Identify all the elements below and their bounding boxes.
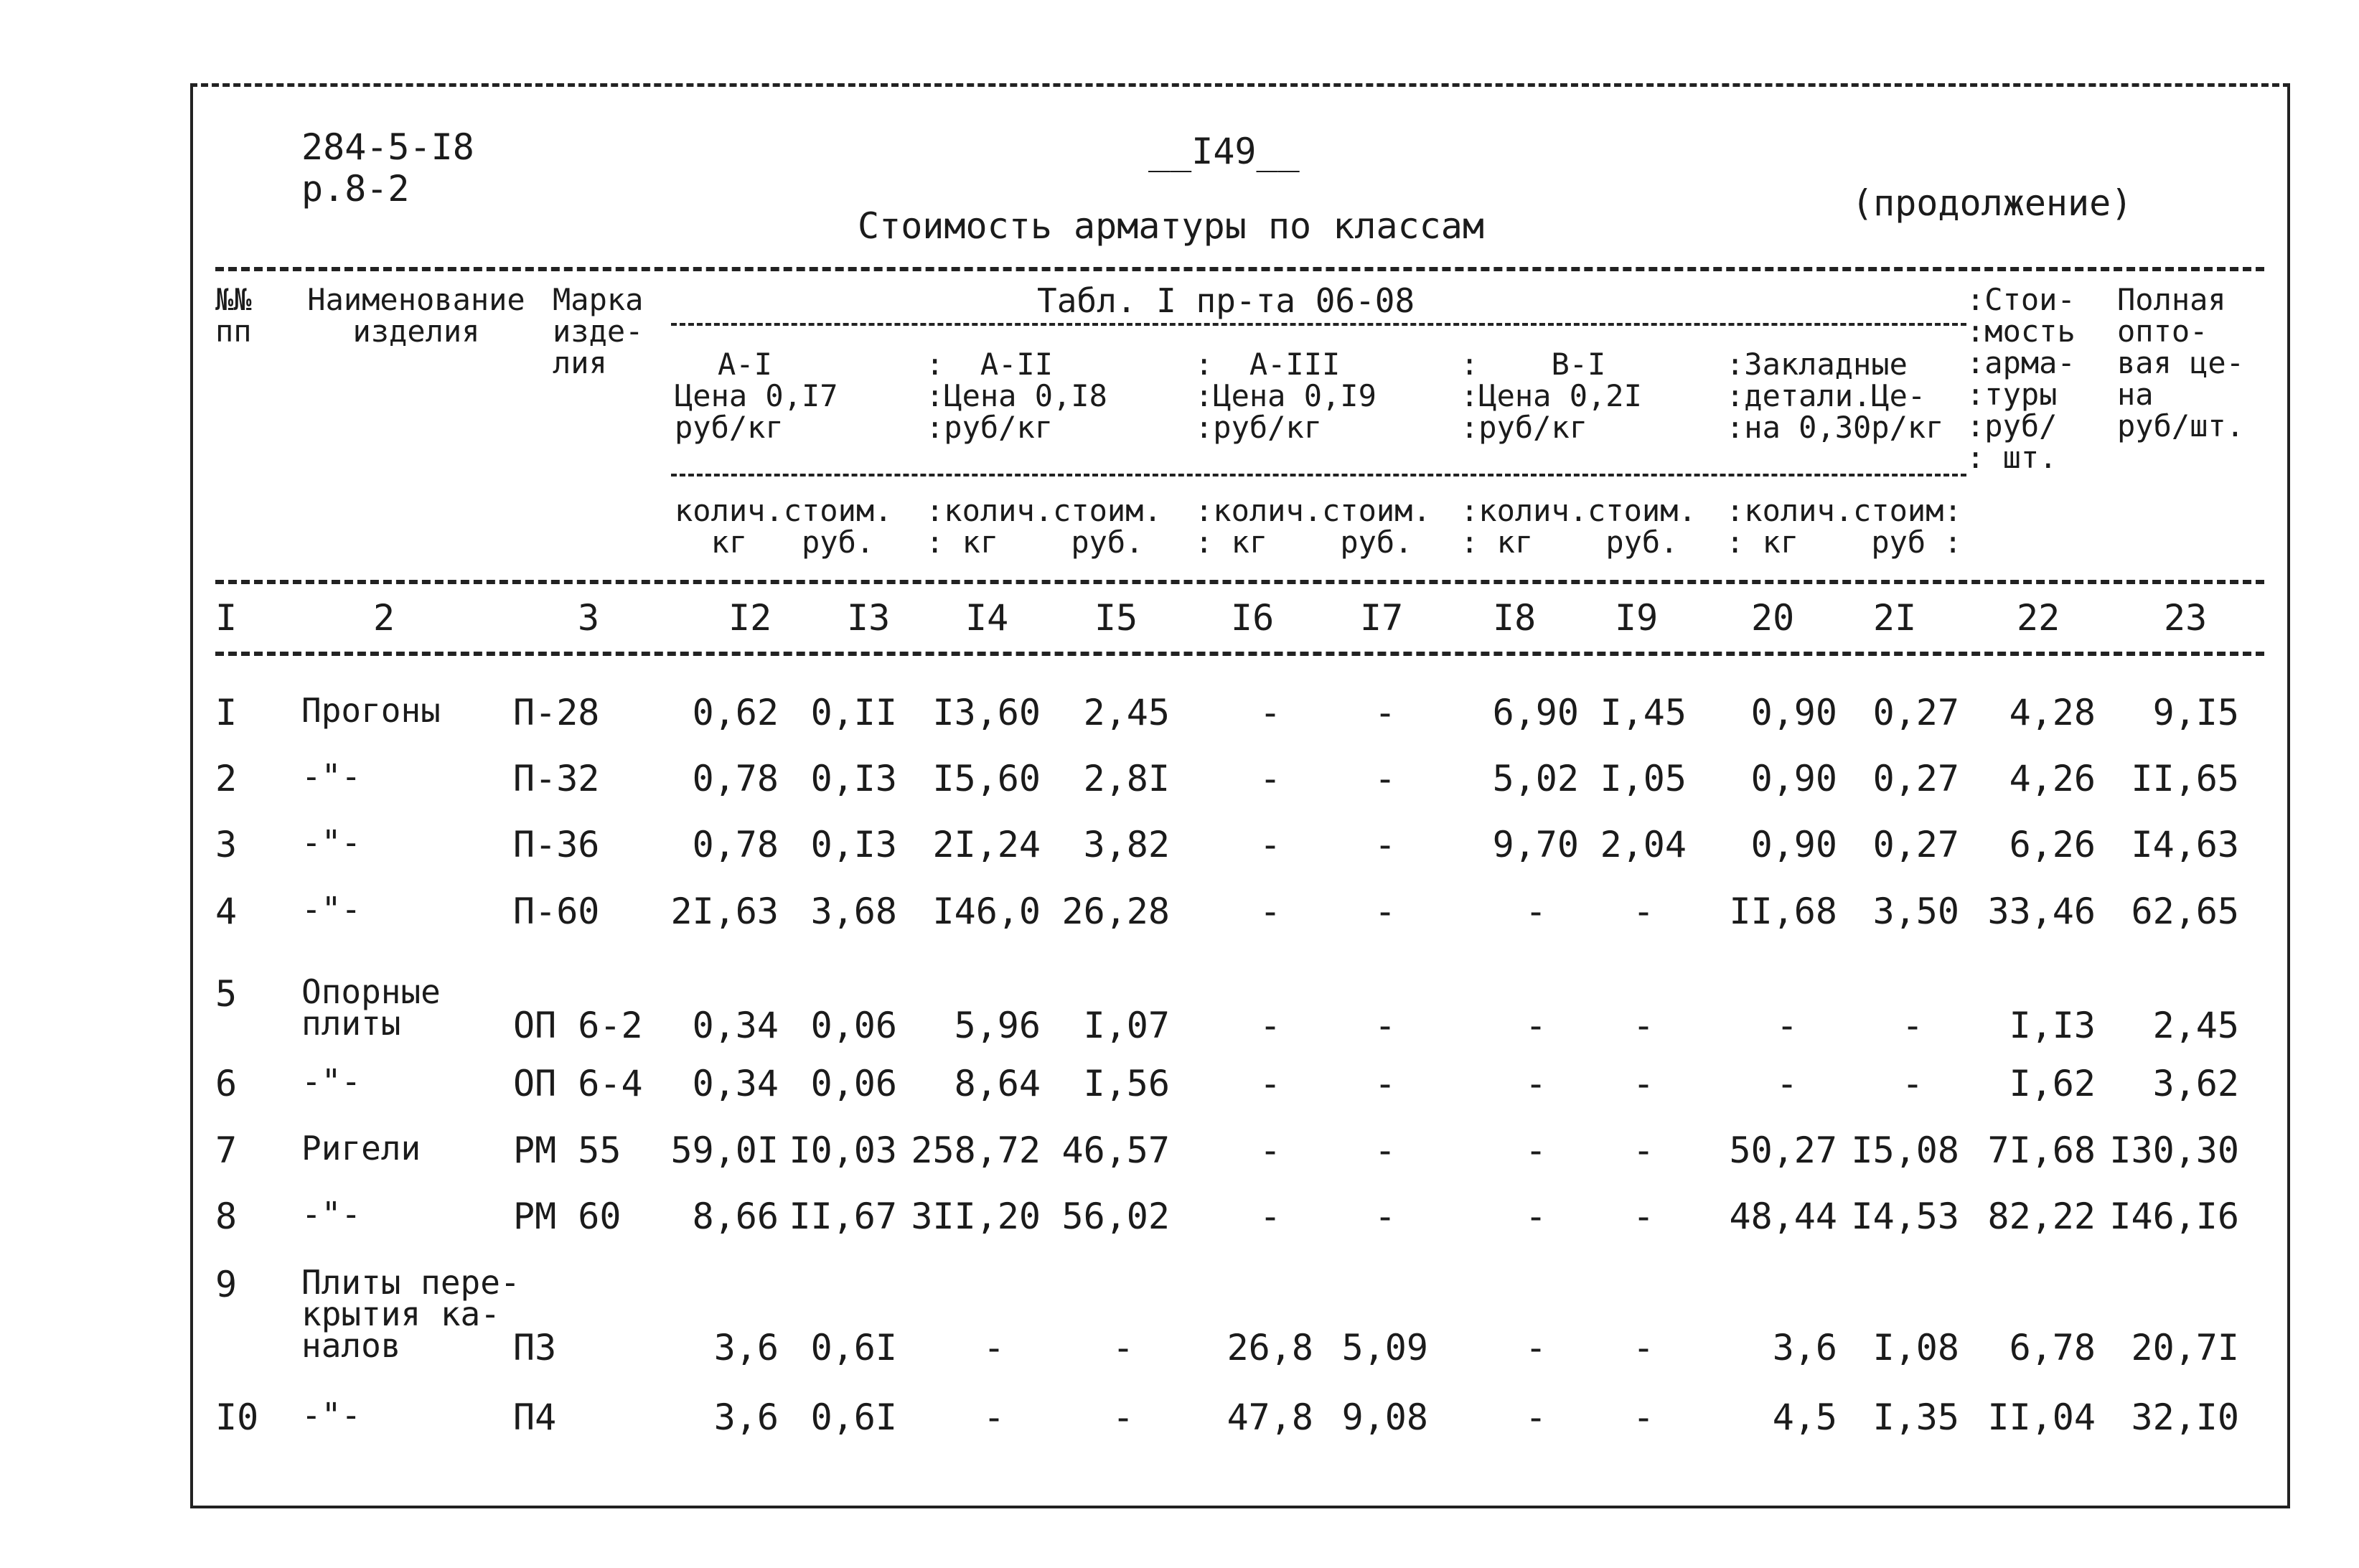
row-value: I,07: [1083, 1005, 1170, 1046]
col-num-header: №№ пп: [215, 282, 252, 349]
row-name: Прогоны: [301, 691, 441, 730]
row-value: 26,28: [1061, 891, 1170, 932]
row-value: I,45: [1600, 692, 1687, 733]
group-a1: А-I Цена 0,I7 руб/кг: [675, 347, 838, 445]
row-value: -: [1901, 1005, 1924, 1046]
row-value: -: [1374, 1196, 1397, 1237]
row-number: 7: [215, 1130, 238, 1171]
sub-embedded: :колич.стоим: : кг руб :: [1726, 493, 1962, 560]
row-value: 5,02: [1492, 758, 1579, 799]
row-value: -: [1374, 692, 1397, 733]
sub-a1: колич.стоим. кг руб.: [675, 493, 893, 560]
row-value: -: [1632, 891, 1655, 932]
row-value: II,65: [2131, 758, 2239, 799]
row-value: -: [1901, 1063, 1924, 1104]
column-number: I2: [728, 597, 772, 639]
row-value: 0,34: [692, 1005, 779, 1046]
row-number: 8: [215, 1196, 238, 1237]
row-value: 9,08: [1341, 1396, 1428, 1438]
row-number: 2: [215, 758, 238, 799]
row-value: 0,90: [1750, 692, 1837, 733]
row-value: 5,96: [954, 1005, 1041, 1046]
subheader-rule: [671, 474, 1966, 476]
column-number: 2I: [1873, 597, 1917, 639]
row-number: I: [215, 692, 238, 733]
row-value: 3,62: [2152, 1063, 2239, 1104]
row-value: 48,44: [1729, 1196, 1837, 1237]
column-number: 2: [373, 597, 395, 639]
row-value: 32,I0: [2131, 1396, 2239, 1438]
row-mark: РМ 55: [513, 1130, 622, 1171]
row-value: -: [1259, 692, 1282, 733]
row-mark: ОП 6-2: [513, 1005, 643, 1046]
column-number: 23: [2164, 597, 2208, 639]
row-value: 6,26: [2009, 824, 2096, 865]
row-value: 3,82: [1083, 824, 1170, 865]
row-value: -: [1524, 891, 1547, 932]
row-value: I3,60: [932, 692, 1041, 733]
row-value: 2I,63: [670, 891, 779, 932]
row-value: 3,50: [1872, 891, 1959, 932]
row-value: I,35: [1872, 1396, 1959, 1438]
column-number: I8: [1493, 597, 1537, 639]
row-number: 4: [215, 891, 238, 932]
group-embedded: :Закладные :детали.Це- :на 0,30р/кг: [1726, 347, 1944, 445]
row-value: -: [1112, 1327, 1135, 1369]
row-value: 6,90: [1492, 692, 1579, 733]
column-number: I9: [1615, 597, 1659, 639]
col-cost-header: :Стои- :мость :арма- :туры :руб/ : шт.: [1966, 282, 2076, 475]
column-numbers-bottom-rule: [215, 652, 2264, 656]
row-value: -: [1259, 1130, 1282, 1171]
row-value: -: [982, 1327, 1005, 1369]
row-mark: П-32: [513, 758, 600, 799]
row-name: -"-: [301, 1195, 362, 1234]
row-value: 2,8I: [1083, 758, 1170, 799]
row-value: -: [1374, 824, 1397, 865]
row-mark: П4: [513, 1396, 557, 1438]
row-value: -: [1259, 1005, 1282, 1046]
row-mark: П-60: [513, 891, 600, 932]
row-value: 8,66: [692, 1196, 779, 1237]
row-value: 56,02: [1061, 1196, 1170, 1237]
row-value: -: [1374, 758, 1397, 799]
column-numbers-top-rule: [215, 580, 2264, 584]
row-mark: РМ 60: [513, 1196, 622, 1237]
row-value: I4,63: [2131, 824, 2239, 865]
row-value: -: [1374, 1005, 1397, 1046]
doc-code: 284-5-I8: [301, 126, 474, 168]
column-number: I6: [1231, 597, 1275, 639]
column-number: 20: [1751, 597, 1795, 639]
row-value: -: [1259, 1063, 1282, 1104]
row-value: -: [1632, 1327, 1655, 1369]
row-value: 2,04: [1600, 824, 1687, 865]
row-value: I4,53: [1851, 1196, 1959, 1237]
row-value: 62,65: [2131, 891, 2239, 932]
row-value: -: [1524, 1396, 1547, 1438]
row-value: 7I,68: [1987, 1130, 2096, 1171]
row-value: 3II,20: [911, 1196, 1041, 1237]
row-value: 3,68: [810, 891, 897, 932]
row-value: -: [1632, 1005, 1655, 1046]
row-value: I,62: [2009, 1063, 2096, 1104]
row-value: II,68: [1729, 891, 1837, 932]
row-number: I0: [215, 1396, 259, 1438]
row-value: 0,27: [1872, 692, 1959, 733]
row-value: I5,08: [1851, 1130, 1959, 1171]
row-value: 20,7I: [2131, 1327, 2239, 1369]
row-value: I,I3: [2009, 1005, 2096, 1046]
row-value: 4,5: [1772, 1396, 1837, 1438]
row-value: -: [1259, 824, 1282, 865]
row-value: -: [1112, 1396, 1135, 1438]
row-value: 0,27: [1872, 824, 1959, 865]
row-number: 5: [215, 973, 238, 1015]
row-value: 3,6: [1772, 1327, 1837, 1369]
table-top-rule: [215, 267, 2264, 271]
row-value: I,05: [1600, 758, 1687, 799]
row-name: Ригели: [301, 1129, 421, 1168]
row-value: -: [1374, 1130, 1397, 1171]
row-name: Плиты пере- крытия ка- налов: [301, 1263, 520, 1365]
row-value: 8,64: [954, 1063, 1041, 1104]
row-value: -: [1374, 1063, 1397, 1104]
row-name: -"-: [301, 1396, 362, 1435]
row-value: I5,60: [932, 758, 1041, 799]
row-value: 0,78: [692, 758, 779, 799]
row-value: 3,6: [713, 1327, 779, 1369]
column-number: I4: [965, 597, 1009, 639]
col-name-header: Наименование изделия: [307, 282, 525, 349]
row-value: 4,28: [2009, 692, 2096, 733]
row-value: -: [1259, 758, 1282, 799]
row-value: II,04: [1987, 1396, 2096, 1438]
row-name: -"-: [301, 757, 362, 796]
row-value: -: [1776, 1063, 1798, 1104]
page-title: Стоимость арматуры по классам: [858, 205, 1484, 247]
row-value: 47,8: [1227, 1396, 1313, 1438]
row-value: 0,6I: [810, 1396, 897, 1438]
row-mark: ОП 6-4: [513, 1063, 643, 1104]
row-value: -: [1259, 1196, 1282, 1237]
row-value: -: [1632, 1063, 1655, 1104]
row-value: I0,03: [789, 1130, 897, 1171]
row-value: 9,I5: [2152, 692, 2239, 733]
row-value: 0,34: [692, 1063, 779, 1104]
row-value: -: [1524, 1130, 1547, 1171]
row-value: 50,27: [1729, 1130, 1837, 1171]
row-value: -: [1259, 891, 1282, 932]
row-value: 0,I3: [810, 758, 897, 799]
row-value: 0,6I: [810, 1327, 897, 1369]
row-value: II,67: [789, 1196, 897, 1237]
row-value: I46,I6: [2109, 1196, 2239, 1237]
row-value: 9,70: [1492, 824, 1579, 865]
section-ref: р.8-2: [301, 168, 410, 210]
row-value: I46,0: [932, 891, 1041, 932]
row-value: I,56: [1083, 1063, 1170, 1104]
col-mark-header: Марка изде- лия: [553, 282, 644, 380]
row-value: 0,78: [692, 824, 779, 865]
row-value: -: [1632, 1196, 1655, 1237]
row-number: 3: [215, 824, 238, 865]
row-value: -: [1524, 1063, 1547, 1104]
row-value: -: [982, 1396, 1005, 1438]
row-value: 0,I3: [810, 824, 897, 865]
table-caption: Табл. I пр-та 06-08: [1037, 281, 1415, 320]
row-value: -: [1632, 1130, 1655, 1171]
column-number: 22: [2017, 597, 2060, 639]
row-value: 2I,24: [932, 824, 1041, 865]
group-header-rule: [671, 323, 1966, 326]
row-name: -"-: [301, 1062, 362, 1101]
sub-a2: :колич.стоим. : кг руб.: [926, 493, 1162, 560]
row-number: 9: [215, 1264, 238, 1305]
row-value: 0,62: [692, 692, 779, 733]
row-value: -: [1524, 1005, 1547, 1046]
row-value: 258,72: [911, 1130, 1041, 1171]
row-value: 0,27: [1872, 758, 1959, 799]
row-name: -"-: [301, 823, 362, 862]
row-value: 33,46: [1987, 891, 2096, 932]
column-number: I5: [1094, 597, 1138, 639]
group-a3: : А-III :Цена 0,I9 :руб/кг: [1195, 347, 1377, 445]
row-value: 6,78: [2009, 1327, 2096, 1369]
row-value: 46,57: [1061, 1130, 1170, 1171]
row-value: I30,30: [2109, 1130, 2239, 1171]
continuation-note: (продолжение): [1852, 182, 2133, 224]
row-value: 0,II: [810, 692, 897, 733]
row-value: -: [1632, 1396, 1655, 1438]
row-value: -: [1374, 891, 1397, 932]
column-number: I: [215, 597, 238, 639]
row-value: 82,22: [1987, 1196, 2096, 1237]
page-number: __I49__: [1148, 131, 1300, 172]
column-number: I3: [847, 597, 891, 639]
sub-a3: :колич.стоим. : кг руб.: [1195, 493, 1431, 560]
group-a2: : А-II :Цена 0,I8 :руб/кг: [926, 347, 1107, 445]
row-value: 0,90: [1750, 758, 1837, 799]
row-value: I,08: [1872, 1327, 1959, 1369]
row-name: Опорные плиты: [301, 972, 441, 1043]
row-mark: П-36: [513, 824, 600, 865]
row-value: -: [1524, 1327, 1547, 1369]
row-mark: П-28: [513, 692, 600, 733]
row-value: 3,6: [713, 1396, 779, 1438]
row-number: 6: [215, 1063, 238, 1104]
row-mark: П3: [513, 1327, 557, 1369]
row-value: 0,90: [1750, 824, 1837, 865]
row-value: 2,45: [1083, 692, 1170, 733]
row-value: 0,06: [810, 1005, 897, 1046]
group-b1: : В-I :Цена 0,2I :руб/кг: [1460, 347, 1642, 445]
sub-b1: :колич.стоим. : кг руб.: [1460, 493, 1697, 560]
row-value: -: [1776, 1005, 1798, 1046]
row-value: -: [1524, 1196, 1547, 1237]
row-value: 5,09: [1341, 1327, 1428, 1369]
row-value: 0,06: [810, 1063, 897, 1104]
row-value: 2,45: [2152, 1005, 2239, 1046]
row-value: 59,0I: [670, 1130, 779, 1171]
col-full-price-header: Полная опто- вая це- на руб/шт.: [2117, 282, 2245, 443]
column-number: 3: [578, 597, 600, 639]
column-number: I7: [1360, 597, 1404, 639]
row-value: 26,8: [1227, 1327, 1313, 1369]
row-name: -"-: [301, 890, 362, 929]
row-value: 4,26: [2009, 758, 2096, 799]
